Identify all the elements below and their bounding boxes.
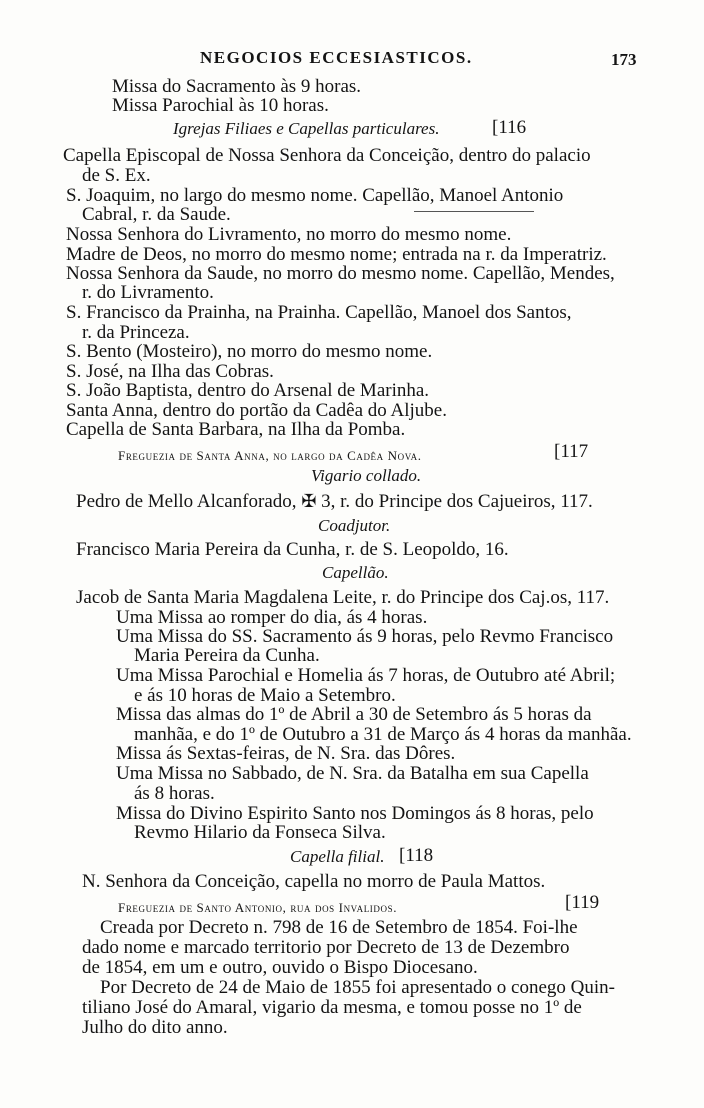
text-line: Missa ás Sextas-feiras, de N. Sra. das Dôres. xyxy=(116,743,456,764)
text-line: S. Bento (Mosteiro), no morro do mesmo nome. xyxy=(66,341,433,362)
text-line: N. Senhora da Conceição, capella no morro de Paula Mattos. xyxy=(82,871,546,892)
text-line: r. do Livramento. xyxy=(82,282,214,303)
text-line: de S. Ex. xyxy=(82,165,151,186)
parish-heading: Freguezia de Santa Anna, no largo da Cadêa Nova. xyxy=(118,448,422,463)
role-heading: Vigario collado. xyxy=(311,466,422,485)
page-number: 173 xyxy=(611,50,637,69)
role-heading: Coadjutor. xyxy=(318,516,391,535)
text-line: Julho do dito anno. xyxy=(82,1017,228,1038)
text-span: Pedro de Mello Alcanforado, xyxy=(76,491,297,512)
text-line: Uma Missa Parochial e Homelia ás 7 horas, de Outubro até Abril; xyxy=(116,665,616,686)
text-line: Missa do Divino Espirito Santo nos Domingos ás 8 horas, pelo xyxy=(116,803,594,824)
text-line: S. João Baptista, dentro do Arsenal de Marinha. xyxy=(66,380,430,401)
text-line: Revmo Hilario da Fonseca Silva. xyxy=(134,822,386,843)
text-span: 3, r. do Principe dos Cajueiros, 117. xyxy=(321,491,593,512)
text-line: Santa Anna, dentro do portão da Cadêa do Aljube. xyxy=(66,400,447,421)
text-line: Missa do Sacramento às 9 horas. xyxy=(112,76,362,97)
text-line: manhãa, e do 1º de Outubro a 31 de Março ás 4 horas da manhãa. xyxy=(134,724,632,745)
text-line: e ás 10 horas de Maio a Setembro. xyxy=(134,685,396,706)
text-line: S. José, na Ilha das Cobras. xyxy=(66,361,274,382)
text-line: Missa das almas do 1º de Abril a 30 de Setembro ás 5 horas da xyxy=(116,704,592,725)
section-number: [117 xyxy=(554,441,589,462)
role-heading: Capellão. xyxy=(322,563,389,582)
text-line: Capella de Santa Barbara, na Ilha da Pomba. xyxy=(66,419,406,440)
text-line: Madre de Deos, no morro do mesmo nome; entrada na r. da Imperatriz. xyxy=(66,244,607,265)
text-line: Maria Pereira da Cunha. xyxy=(134,645,320,666)
text-line: Nossa Senhora da Saude, no morro do mesmo nome. Capellão, Mendes, xyxy=(66,263,615,284)
text-line: Creada por Decreto n. 798 de 16 de Setembro de 1854. Foi-lhe xyxy=(100,917,578,938)
section-heading: Igrejas Filiaes e Capellas particulares. xyxy=(173,119,440,138)
text-line: Jacob de Santa Maria Magdalena Leite, r. do Principe dos Caj.os, 117. xyxy=(76,587,610,608)
text-line: de 1854, em um e outro, ouvido o Bispo Diocesano. xyxy=(82,957,478,978)
parish-heading: Freguezia de Santo Antonio, rua dos Invalidos. xyxy=(118,900,398,915)
text-line: Uma Missa no Sabbado, de N. Sra. da Batalha em sua Capella xyxy=(116,763,589,784)
text-line: Por Decreto de 24 de Maio de 1855 foi apresentado o conego Quin- xyxy=(100,977,615,998)
section-number: [116 xyxy=(492,117,527,138)
role-heading: Capella filial. xyxy=(290,847,385,866)
text-line: S. Joaquim, no largo do mesmo nome. Capellão, Manoel Antonio xyxy=(66,185,564,206)
section-number: [118 xyxy=(399,845,434,866)
text-line: Capella Episcopal de Nossa Senhora da Conceição, dentro do palacio xyxy=(63,145,591,166)
text-line: Missa Parochial às 10 horas. xyxy=(112,95,329,116)
text-line: S. Francisco da Prainha, na Prainha. Capellão, Manoel dos Santos, xyxy=(66,302,572,323)
text-line: tiliano José do Amaral, vigario da mesma, e tomou posse no 1º de xyxy=(82,997,582,1018)
text-line: Cabral, r. da Saude. xyxy=(82,204,231,225)
running-header: NEGOCIOS ECCESIASTICOS. xyxy=(200,48,473,67)
text-line: Uma Missa do SS. Sacramento ás 9 horas, pelo Revmo Francisco xyxy=(116,626,614,647)
section-number: [119 xyxy=(565,892,600,913)
text-line: Francisco Maria Pereira da Cunha, r. de S. Leopoldo, 16. xyxy=(76,539,509,560)
text-line: r. da Princeza. xyxy=(82,322,190,343)
text-line: Uma Missa ao romper do dia, ás 4 horas. xyxy=(116,607,428,628)
cross-icon: ✠ xyxy=(301,491,317,511)
divider-rule xyxy=(414,211,534,212)
text-line: ás 8 horas. xyxy=(134,783,215,804)
text-line: dado nome e marcado territorio por Decreto de 13 de Dezembro xyxy=(82,937,570,958)
text-line: Nossa Senhora do Livramento, no morro do mesmo nome. xyxy=(66,224,512,245)
text-line xyxy=(76,492,593,511)
